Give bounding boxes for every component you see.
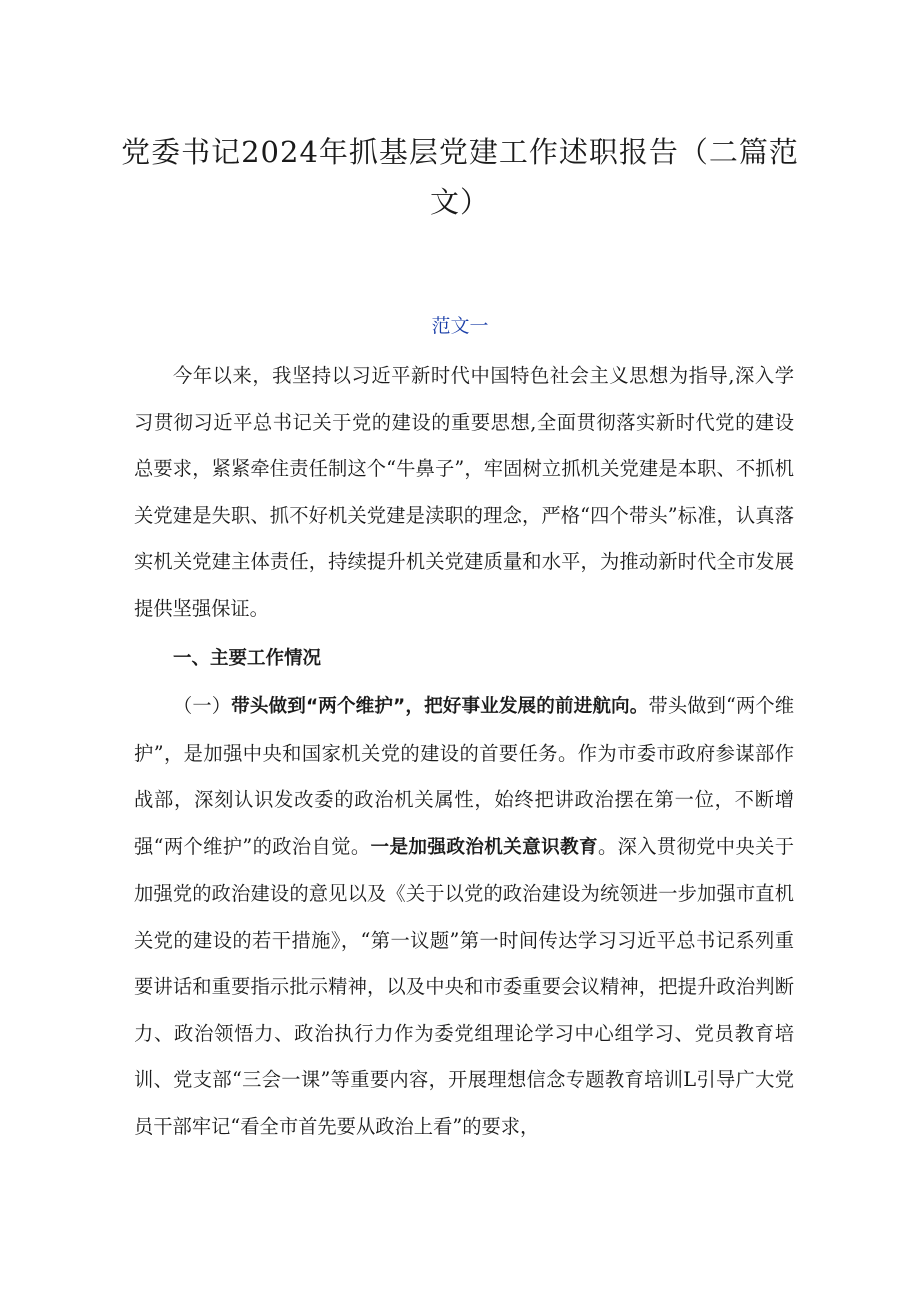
section-heading: 范文一 (431, 315, 489, 337)
paragraph-two-safeguards-block (134, 683, 794, 1150)
heading-main-work: 一、主要工作情况 (173, 648, 322, 669)
paragraph-intro-block (134, 353, 794, 632)
paragraph-prefix: （一） (173, 694, 232, 717)
document-title (120, 127, 800, 227)
bold-point-one: 一是加强政治机关意识教育 (370, 836, 598, 858)
paragraph-intro: 今年以来，我坚持以习近平新时代中国特色社会主义思想为指导,深入学习贯彻习近平总书记关于党的建设的重要思想,全面贯彻落实新时代党的建设总要求，紧紧牵住责任制这个“牛鼻子”，牢固树立抓机关党建是本职、不抓机关党建是失职、抓不好机关党建是渎职的理念，严格“四个带头”标准，认真落实机关党建主体责任，持续提升机关党建质量和水平，为推动新时代全市发展提供坚强保证。 (134, 364, 794, 620)
heading-main-work-block (134, 636, 794, 683)
paragraph-text-1: 带头做到“两个维护”，是加强中央和国家机关党的建设的首要任务。作为市委市政府参谋部作战部，深刻认识发改委的政治机关属性，始终把讲政治摆在第一位，不断增强“两个维护”的政治自觉。 (134, 694, 795, 858)
paragraph-text-2: 。深入贯彻党中央关于加强党的政治建设的意见以及《关于以党的政治建设为统领进一步加强市直机关党的建设的若干措施》，“第一议题”第一时间传达学习习近平总书记系列重要讲话和重要指示批示精神，以及中央和市委重要会议精神，把提升政治判断力、政治领悟力、政治执行力作为委党组理论学习中心组学习、党员教育培训、党支部“三会一课”等重要内容，开展理想信念专题教育培训L引导广大党员干部牢记“看全市首先要从政治上看”的要求， (134, 834, 795, 1138)
title-line-2: 文） (429, 185, 490, 220)
bold-lead-sentence: 带头做到“两个维护”，把好事业发展的前进航向。 (231, 696, 649, 717)
paragraph-two-safeguards (134, 683, 794, 1150)
title-line-1: 党委书记2024年抓基层党建工作述职报告（二篇范 (121, 135, 799, 170)
